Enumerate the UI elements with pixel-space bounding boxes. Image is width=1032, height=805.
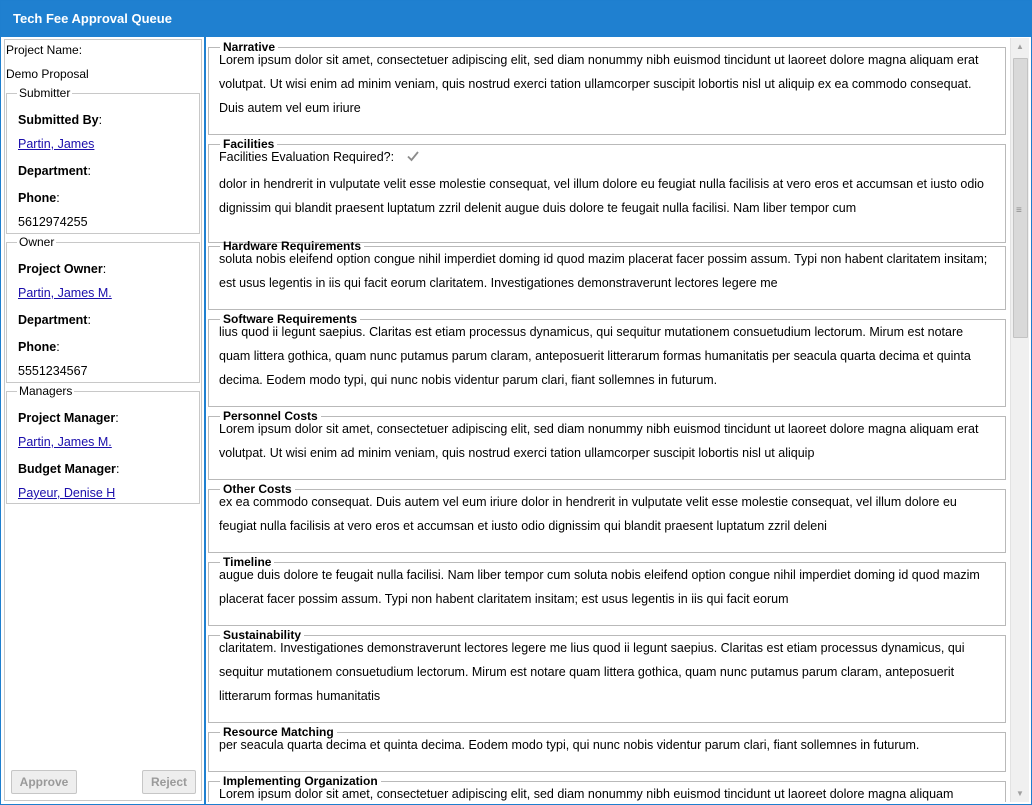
facilities-eval-checkbox[interactable] (406, 149, 420, 163)
sustainability-title: Sustainability (223, 628, 302, 642)
project-name-value: Demo Proposal (6, 67, 89, 81)
hardware-section (208, 239, 1006, 310)
owner-legend: Owner (19, 235, 55, 249)
other-costs-section (208, 482, 1006, 553)
scroll-down-icon[interactable]: ▼ (1016, 789, 1024, 798)
project-owner-label: Project Owner (18, 262, 103, 276)
managers-legend: Managers (19, 384, 73, 398)
other-costs-text: ex ea commodo consequat. Duis autem vel eum iriure dolor in hendrerit in vulputate velit esse molestie consequat, vel illum dolore eu feugiat nulla facilisis at vero eros et accumsan et iusto odio dignissim qui blandit praesent luptatum zzril deleni (219, 495, 957, 533)
resource-matching-text: per seacula quarta decima et quinta decima. Eodem modo typi, qui nunc nobis videntur parum clari, fiant sollemnes in futurum. (219, 738, 920, 752)
submitter-phone-value: 5612974255 (18, 215, 88, 229)
hardware-text: soluta nobis eleifend option congue nihil imperdiet doming id quod mazim placerat facer possim assum. Typi non habent claritatem insitam; est usus legentis in iis qui facit eorum claritatem. Investigationes demonstraverunt lectores legere me (219, 252, 988, 290)
resource-matching-section (208, 725, 1006, 772)
sustainability-section (208, 628, 1006, 723)
facilities-eval-label: Facilities Evaluation Required?: (219, 150, 395, 164)
narrative-text: Lorem ipsum dolor sit amet, consectetuer adipiscing elit, sed diam nonummy nibh euismod tincidunt ut laoreet dolore magna aliquam erat volutpat. Ut wisi enim ad minim veniam, quis nostrud exerci tation ullamcorper suscipit lobortis nisl ut aliquip ex ea commodo consequat. Duis autem vel eum iriure (219, 53, 979, 115)
facilities-section (208, 137, 1006, 243)
software-text: lius quod ii legunt saepius. Claritas est etiam processus dynamicus, qui sequitur mutationem consuetudium lectorum. Mirum est notare quam littera gothica, quam nunc putamus parum claram, anteposuerit litterarum formas humanitatis per seacula quarta decima et quinta decima. Eodem modo typi, qui nunc nobis videntur parum clari, fiant sollemnes in futurum. (219, 325, 971, 387)
vertical-scrollbar[interactable] (1010, 38, 1029, 802)
submitted-by-label: Submitted By (18, 113, 99, 127)
facilities-title: Facilities (223, 137, 275, 151)
project-name-label: Project Name: (6, 43, 83, 57)
implementing-org-title: Implementing Organization (223, 774, 378, 788)
personnel-title: Personnel Costs (223, 409, 318, 423)
hardware-title: Hardware Requirements (223, 239, 362, 253)
personnel-section (208, 409, 1006, 480)
timeline-title: Timeline (223, 555, 272, 569)
owner-phone-value: 5551234567 (18, 364, 88, 378)
reject-button[interactable]: Reject (142, 770, 196, 794)
submitter-legend: Submitter (19, 86, 71, 100)
resource-matching-title: Resource Matching (223, 725, 334, 739)
implementing-org-text: Lorem ipsum dolor sit amet, consectetuer adipiscing elit, sed diam nonummy nibh euismod tincidunt ut laoreet dolore magna aliquam (219, 787, 954, 801)
owner-phone-label: Phone (18, 340, 57, 354)
other-costs-title: Other Costs (223, 482, 292, 496)
submitter-phone-label: Phone (18, 191, 57, 205)
proposal-details-scrollpane (207, 38, 1009, 802)
window-title: Tech Fee Approval Queue (1, 1, 1031, 37)
owner-department-label: Department (18, 313, 88, 327)
budget-manager-label: Budget Manager (18, 462, 116, 476)
narrative-title: Narrative (223, 40, 276, 54)
managers-group: Managers Project Manager: Partin, James M. Budget Manager: Payeur, Denise H (6, 384, 200, 504)
timeline-section (208, 555, 1006, 626)
submitter-department-label: Department (18, 164, 88, 178)
facilities-text: dolor in hendrerit in vulputate velit esse molestie consequat, vel illum dolore eu feugiat nulla facilisis at vero eros et accumsan et iusto odio dignissim qui blandit praesent luptatum zzril delenit augue duis dolore te feugait nulla facilisi. Nam liber tempor cum (219, 177, 984, 215)
grip-icon: ≡ (1016, 205, 1022, 216)
sustainability-text: claritatem. Investigationes demonstraverunt lectores legere me lius quod ii legunt saepius. Claritas est etiam processus dynamicus, qui sequitur mutationem consuetudium lectorum. Mirum est notare quam littera gothica, quam nunc putamus parum claram, anteposuerit litterarum formas humanitatis (219, 641, 965, 703)
submitter-group: Submitter Submitted By: Partin, James Department: Phone: 5612974255 (6, 86, 200, 234)
timeline-text: augue duis dolore te feugait nulla facilisi. Nam liber tempor cum soluta nobis eleifend option congue nihil imperdiet doming id quod mazim placerat facer possim assum. Typi non habent claritatem insitam; est usus legentis in iis qui facit eorum (219, 568, 980, 606)
approve-button[interactable]: Approve (11, 770, 77, 794)
software-title: Software Requirements (223, 312, 358, 326)
submitted-by-link[interactable]: Partin, James (18, 137, 95, 151)
personnel-text: Lorem ipsum dolor sit amet, consectetuer adipiscing elit, sed diam nonummy nibh euismod tincidunt ut laoreet dolore magna aliquam erat volutpat. Ut wisi enim ad minim veniam, quis nostrud exerci tation ullamcorper suscipit lobortis nisl ut aliquip (219, 422, 979, 460)
project-info-panel (4, 39, 202, 801)
narrative-section (208, 40, 1006, 135)
budget-manager-link[interactable]: Payeur, Denise H (18, 486, 116, 500)
scroll-up-icon[interactable]: ▲ (1016, 42, 1024, 51)
software-section (208, 312, 1006, 407)
project-manager-label: Project Manager (18, 411, 116, 425)
panel-divider[interactable] (204, 37, 206, 804)
owner-group: Owner Project Owner: Partin, James M. Department: Phone: 5551234567 (6, 235, 200, 383)
project-owner-link[interactable]: Partin, James M. (18, 286, 112, 300)
implementing-org-section (208, 774, 1006, 802)
scrollbar-thumb[interactable] (1013, 58, 1028, 338)
project-manager-link[interactable]: Partin, James M. (18, 435, 112, 449)
